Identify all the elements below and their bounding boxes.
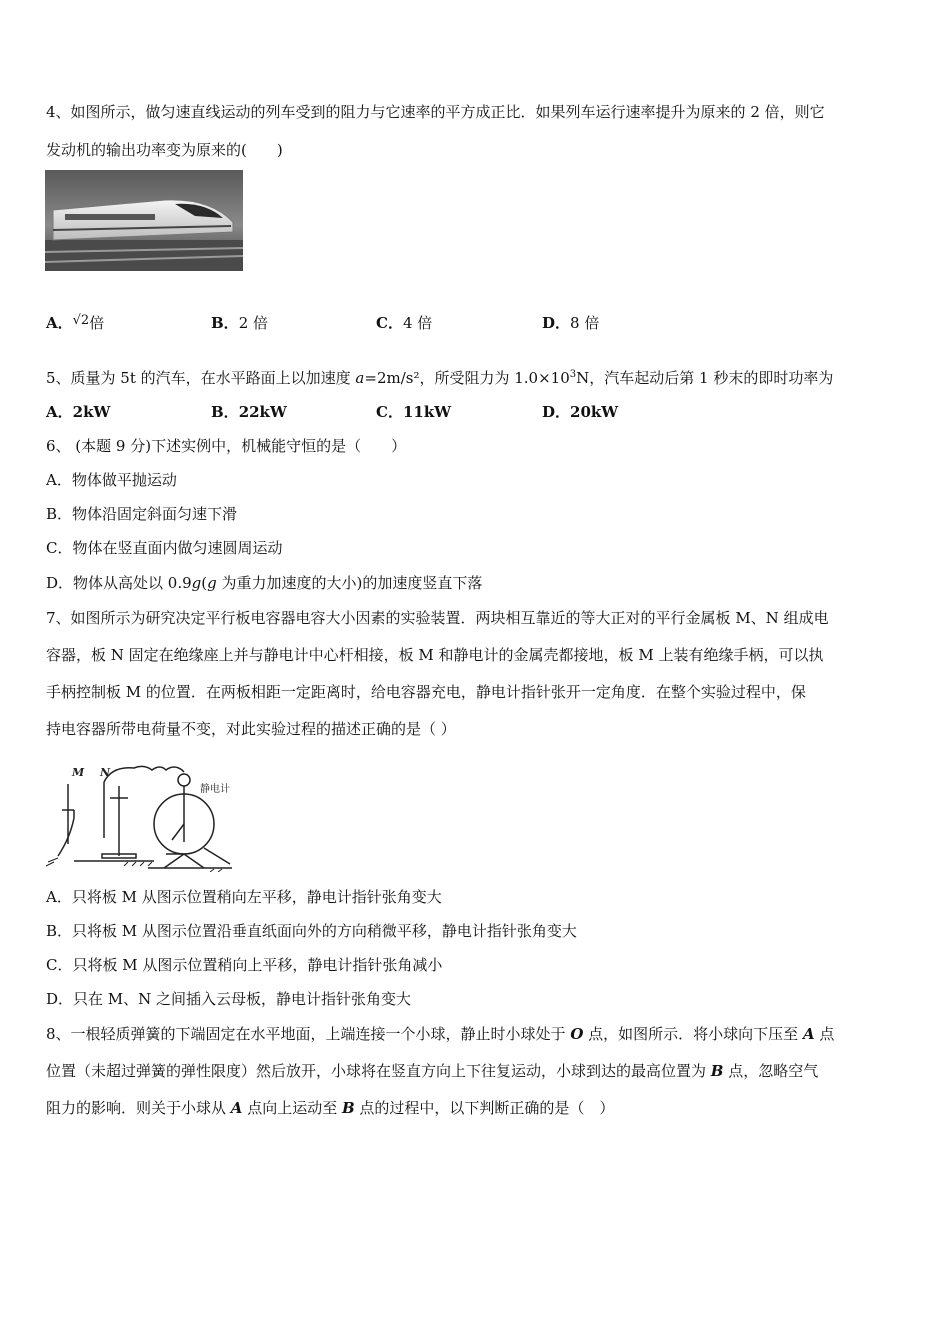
q5-stem: 5、质量为 5t 的汽车，在水平路面上以加速度 a=2m/s²，所受阻力为 $1.0\times 10^3N$，汽车起动后第 1 秒末的即时功率为 [46, 369, 834, 387]
q6-option-b: B．物体沿固定斜面匀速下滑 [46, 505, 238, 523]
q6-option-a: A．物体做平抛运动 [46, 471, 177, 489]
q6-option-d: D．物体从高处以 0.9g(g 为重力加速度的大小)的加速度竖直下落 [46, 574, 483, 592]
plate-n-label: N [100, 766, 111, 779]
q4-stem-line2: 发动机的输出功率变为原来的( ) [46, 141, 283, 159]
q5-option-d: D．20kW [542, 403, 619, 421]
q7-stem-line4: 持电容器所带电荷量不变，对此实验过程的描述正确的是（ ） [46, 720, 456, 738]
q7-option-c: C．只将板 M 从图示位置稍向上平移，静电计指针张角减小 [46, 956, 443, 974]
sqrt-two-symbol: √2 [72, 313, 90, 328]
q4-option-c: C．4 倍 [376, 314, 433, 332]
q5-option-b: B．22kW [211, 403, 287, 421]
q5-option-c: C．11kW [376, 403, 452, 421]
q4-option-b: B．2 倍 [211, 314, 268, 332]
q6-stem: 6、 (本题 9 分)下述实例中，机械能守恒的是（ ） [46, 437, 407, 455]
q8-stem-line1: 8、一根轻质弹簧的下端固定在水平地面，上端连接一个小球，静止时小球处于 O 点，如图所示．将小球向下压至 A 点 [46, 1025, 835, 1043]
q6-option-c: C．物体在竖直面内做匀速圆周运动 [46, 539, 283, 557]
q4-stem-line1: 4、如图所示，做匀速直线运动的列车受到的阻力与它速率的平方成正比．如果列车运行速率提升为原来的 2 倍，则它 [46, 103, 825, 121]
q5-option-a: A．2kW [46, 403, 111, 421]
q7-option-b: B．只将板 M 从图示位置沿垂直纸面向外的方向稍微平移，静电计指针张角变大 [46, 922, 577, 940]
q8-stem-line3: 阻力的影响．则关于小球从 A 点向上运动至 B 点的过程中，以下判断正确的是（ ） [46, 1099, 615, 1117]
electroscope-label: 静电计 [200, 784, 230, 795]
q7-option-d: D．只在 M、N 之间插入云母板，静电计指针张角变大 [46, 990, 412, 1008]
q7-option-a: A．只将板 M 从图示位置稍向左平移，静电计指针张角变大 [46, 888, 442, 906]
q7-stem-line3: 手柄控制板 M 的位置．在两板相距一定距离时，给电容器充电，静电计指针张开一定角度．在整个实验过程中，保 [46, 683, 806, 701]
q7-stem-line2: 容器，板 N 固定在绝缘座上并与静电计中心杆相接，板 M 和静电计的金属壳都接地，板 M 上装有绝缘手柄，可以执 [46, 646, 824, 664]
electroscope-diagram [44, 758, 240, 872]
q4-option-a: A．√2倍 [46, 313, 105, 332]
train-photo [45, 170, 243, 271]
q7-stem-line1: 7、如图所示为研究决定平行板电容器电容大小因素的实验装置．两块相互靠近的等大正对的平行金属板 M、N 组成电 [46, 609, 829, 627]
q4-option-d: D．8 倍 [542, 314, 600, 332]
plate-m-label: M [72, 766, 85, 779]
q8-stem-line2: 位置（未超过弹簧的弹性限度）然后放开，小球将在竖直方向上下往复运动，小球到达的最高位置为 B 点，忽略空气 [46, 1062, 819, 1080]
